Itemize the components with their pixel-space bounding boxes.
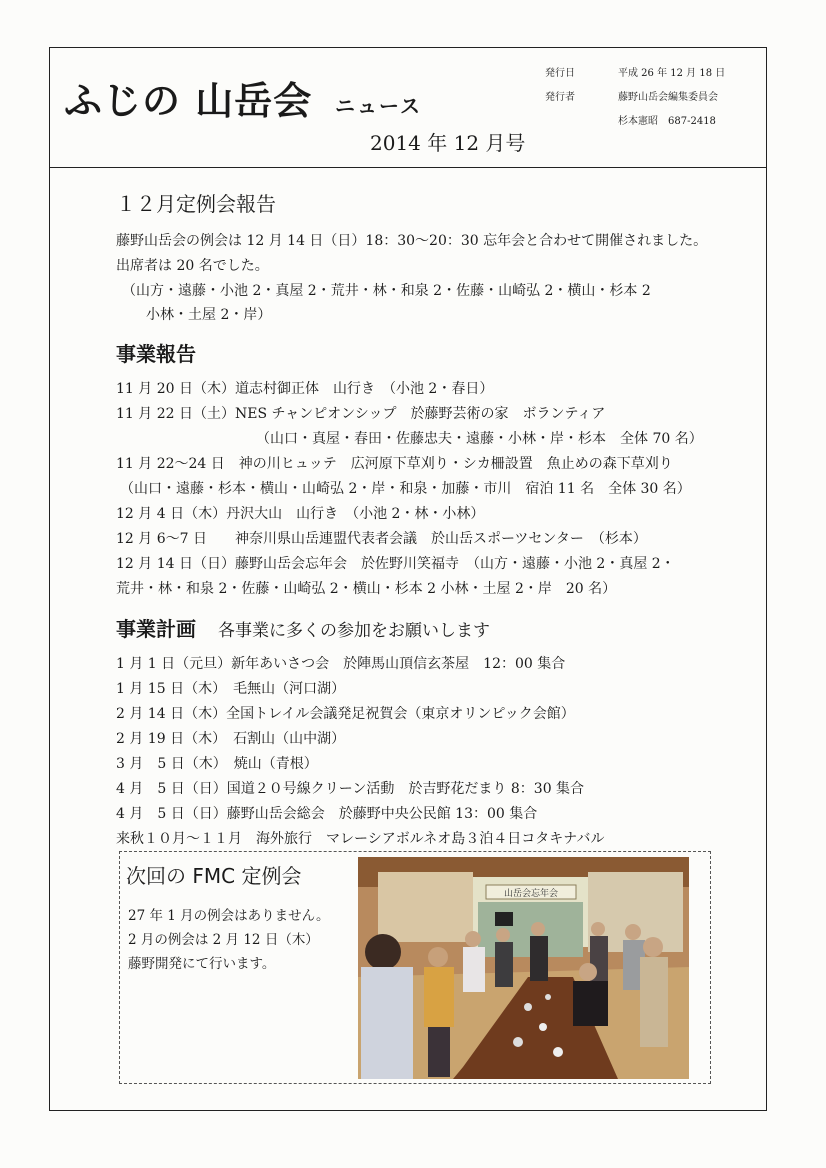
next-meeting-title: 次回の FMC 定例会 [126,864,302,888]
header-divider [50,167,766,168]
activity-line: 11 月 22〜24 日 神の川ヒュッテ 広河原下草刈り・シカ柵設置 魚止めの森下草刈り [116,456,673,472]
activity-line: 11 月 22 日（土）NES チャンピオンシップ 於藤野芸術の家 ボランティア [116,406,606,422]
plan-line: 2 月 14 日（木）全国トレイル会議発足祝賀会（東京オリンピック会館） [116,706,575,722]
plans-subtitle: 各事業に多くの参加をお願いします [218,621,490,641]
next-meeting-box [119,851,711,1084]
plan-line: 4 月 5 日（日）国道２０号線クリーン活動 於吉野花だまり 8：30 集合 [116,781,585,797]
plan-line: 3 月 5 日（木） 焼山（青根） [116,756,318,772]
plan-line: 1 月 15 日（木） 毛無山（河口湖） [116,681,346,697]
plans-title-text: 事業計画 [116,617,196,641]
meta-contact: 杉本憲昭 687-2418 [618,116,716,127]
next-meeting-line: 藤野開発にて行います。 [128,956,276,972]
issue-date: 2014 年 12 月号 [370,131,526,155]
activity-line: 11 月 20 日（木）道志村御正体 山行き （小池 2・春日） [116,381,494,397]
newsletter-page [49,47,767,1111]
report-line: 藤野山岳会の例会は 12 月 14 日（日）18：30〜20：30 忘年会と合わせて開催されました。 [116,233,708,249]
activities-title: 事業報告 [116,342,196,366]
meta-date-value: 平成 26 年 12 月 18 日 [618,68,726,79]
next-meeting-line: 2 月の例会は 2 月 12 日（木） [128,932,319,948]
plan-line: 2 月 19 日（木） 石割山（山中湖） [116,731,346,747]
plans-title [116,613,490,642]
activity-line: 12 月 4 日（木）丹沢大山 山行き （小池 2・林・小林） [116,506,485,522]
party-photo [358,857,689,1079]
report-line: （山方・遠藤・小池 2・真屋 2・荒井・林・和泉 2・佐藤・山崎弘 2・横山・杉本 2 [122,283,651,299]
photo-banner: 山岳会忘年会 [503,889,559,899]
plan-line: 来秋１０月〜１１月 海外旅行 マレーシアボルネオ島３泊４日コタキナバル [116,831,605,847]
plan-line: 1 月 1 日（元旦）新年あいさつ会 於陣馬山頂信玄茶屋 12：00 集合 [116,656,566,672]
activity-line: （山口・遠藤・杉本・横山・山崎弘 2・岸・和泉・加藤・市川 宿泊 11 名 全体 30 名） [120,481,691,497]
plan-line: 4 月 5 日（日）藤野山岳会総会 於藤野中央公民館 13：00 集合 [116,806,538,822]
report-title: １２月定例会報告 [116,192,276,216]
report-line: 小林・土屋 2・岸） [146,307,272,323]
activity-line: （山口・真屋・春田・佐藤忠夫・遠藤・小林・岸・杉本 全体 70 名） [256,431,703,447]
meta-publisher-label: 発行者 [545,92,575,103]
report-line: 出席者は 20 名でした。 [116,258,269,274]
next-meeting-line: 27 年 1 月の例会はありません。 [128,908,330,924]
meta-date-label: 発行日 [545,68,575,79]
newsletter-title: ふじの 山岳会 [64,79,313,123]
activity-line: 荒井・林・和泉 2・佐藤・山崎弘 2・横山・杉本 2 小林・土屋 2・岸 20 名） [116,581,617,597]
newsletter-subtitle: ニュース [335,94,422,118]
activity-line: 12 月 14 日（日）藤野山岳会忘年会 於佐野川笑福寺 （山方・遠藤・小池 2・真屋 2・ [116,556,675,572]
activity-line: 12 月 6〜7 日 神奈川県山岳連盟代表者会議 於山岳スポーツセンター （杉本） [116,531,647,547]
meta-publisher-value: 藤野山岳会編集委員会 [618,92,718,103]
